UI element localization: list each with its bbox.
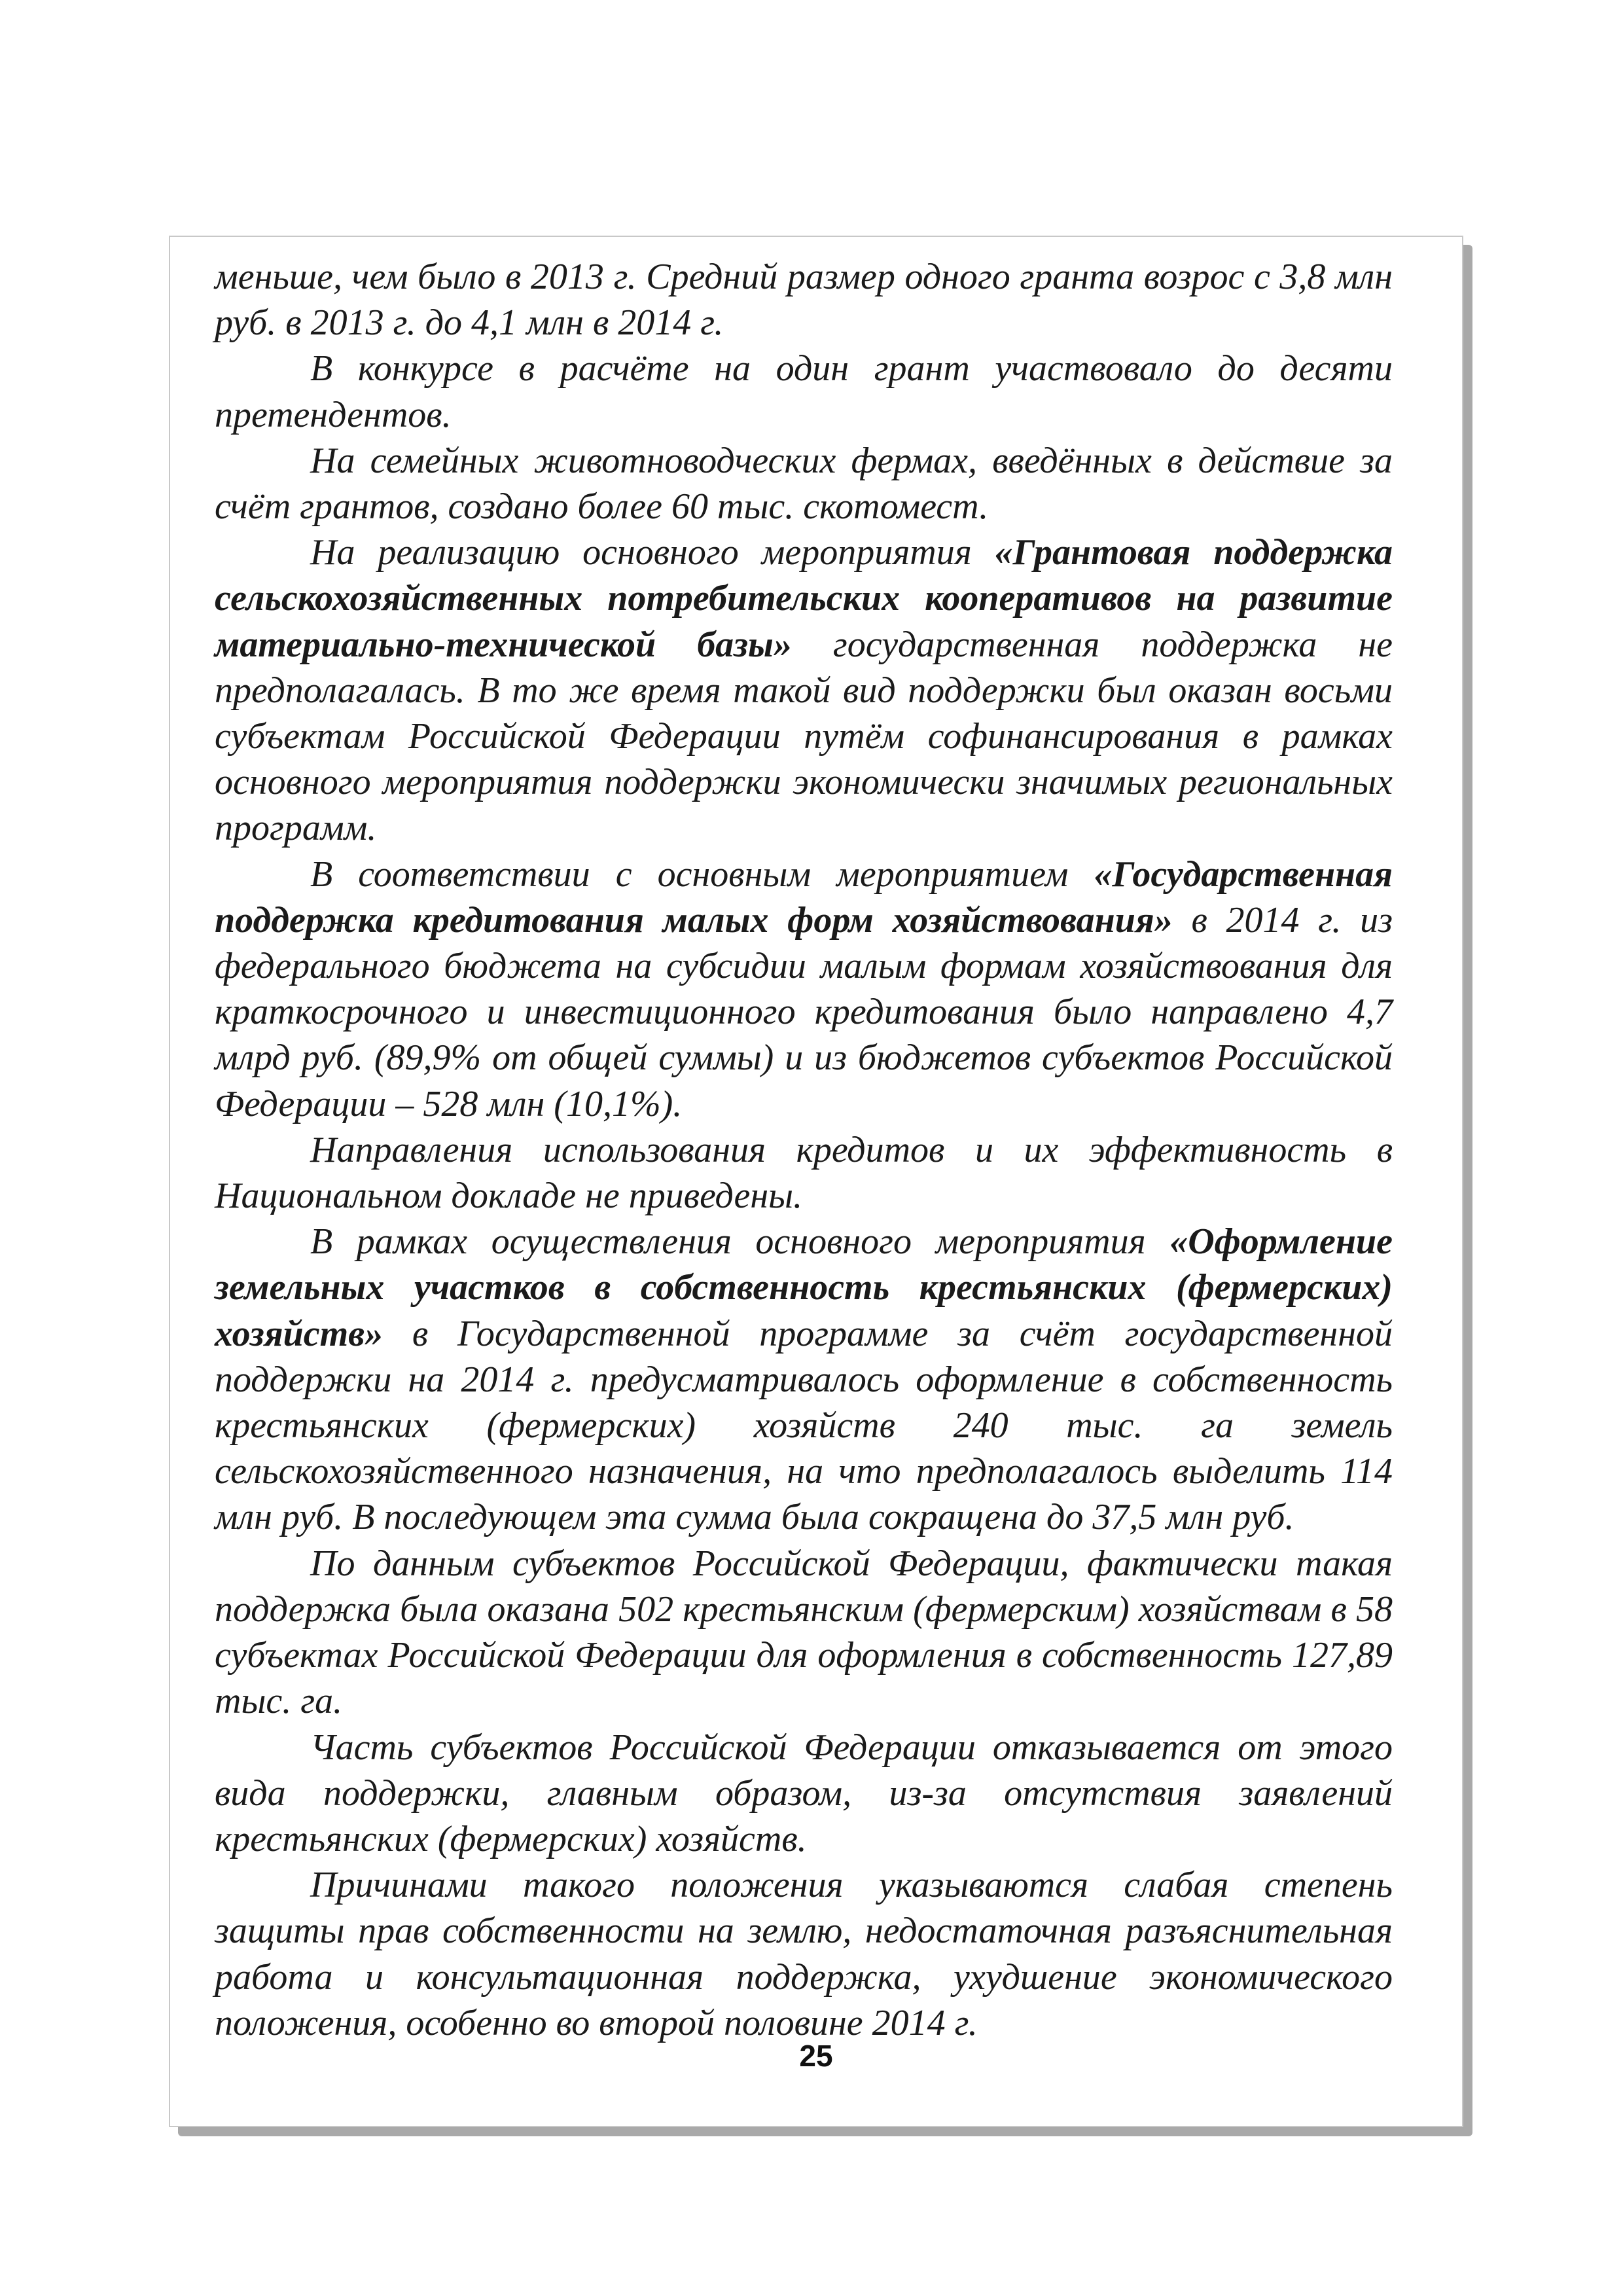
page-number: 25 — [799, 2039, 833, 2073]
paragraph-text: меньше, чем было в 2013 г. Средний размер одного гранта возрос с 3,8 млн руб. в 2013 г. до 4,1 млн в 2014 г. — [215, 257, 1393, 344]
paragraph-cooperatives-support — [215, 529, 1393, 851]
paragraph-text: Причинами такого положения указываются слабая степень защиты прав собственности на землю, недостаточная разъяснительная работа и консультационная поддержка, ухудшение экономического положения, особенно во второй половине 2014 г. — [215, 1865, 1393, 2043]
paragraph-text: в 2014 г. из федерального бюджета на субсидии малым формам хозяйствования для краткосрочного и инвестиционного кредитования было направлено 4,7 млрд руб. (89,9% от общей суммы) и из бюджетов субъектов Российской Федерации – 528 млн (10,1%). — [215, 899, 1393, 1124]
paragraph-text: По данным субъектов Российской Федерации, фактически такая поддержка была оказана 502 крестьянским (фермерским) хозяйствам в 58 субъектах Российской Федерации для оформления в собственность 127,89 тыс. га. — [215, 1543, 1393, 1722]
body-text — [215, 254, 1393, 2046]
measure-title-bold: «Государственная поддержка кредитования малых форм хозяйствования» — [215, 853, 1393, 941]
paragraph-reasons — [215, 1862, 1393, 2046]
paragraph-land-registration — [215, 1219, 1393, 1540]
paragraph-text: На реализацию основного мероприятия — [310, 532, 995, 573]
paragraph-text: в Государственной программе за счёт государственной поддержки на 2014 г. предусматривалось оформление в собственность крестьянских (фермерских) хозяйств 240 тыс. га земель сельскохозяйственного назначения, на что предполагалось выделить 114 млн руб. В последующем эта сумма была сокращена до 37,5 млн руб. — [215, 1313, 1393, 1538]
paragraph-text: В конкурсе в расчёте на один грант участвовало до десяти претендентов. — [215, 348, 1393, 435]
paragraph-grant-competition — [215, 346, 1393, 437]
document-page — [169, 236, 1463, 2127]
paragraph-refusal — [215, 1725, 1393, 1863]
paragraph-text: В соответствии с основным мероприятием — [310, 853, 1094, 895]
paragraph-text: Направления использования кредитов и их эффективность в Национальном докладе не приведены. — [215, 1129, 1393, 1217]
paragraph-text: Часть субъектов Российской Федерации отказывается от этого вида поддержки, главным образом, из-за отсутствия заявлений крестьянских (фермерских) хозяйств. — [215, 1727, 1393, 1859]
paragraph-text: государственная поддержка не предполагалась. В то же время такой вид поддержки был оказан восьми субъектам Российской Федерации путём софинансирования в рамках основного мероприятия поддержки экономически значимых региональных программ. — [215, 624, 1393, 849]
measure-title-bold: «Оформление земельных участков в собственность крестьянских (фермерских) хозяйств» — [215, 1221, 1393, 1354]
paragraph-livestock-farms — [215, 438, 1393, 529]
paragraph-text: В рамках осуществления основного мероприятия — [310, 1221, 1170, 1263]
paragraph-credit-usage — [215, 1127, 1393, 1219]
paragraph-credit-support — [215, 852, 1393, 1127]
paragraph-text: На семейных животноводческих фермах, введённых в действие за счёт грантов, создано более 60 тыс. скотомест. — [215, 440, 1393, 528]
paragraph-grant-size — [215, 254, 1393, 346]
measure-title-bold: «Грантовая поддержка сельскохозяйственных потребительских кооперативов на развитие материально-технической базы» — [215, 532, 1393, 665]
paragraph-regional-data — [215, 1541, 1393, 1725]
